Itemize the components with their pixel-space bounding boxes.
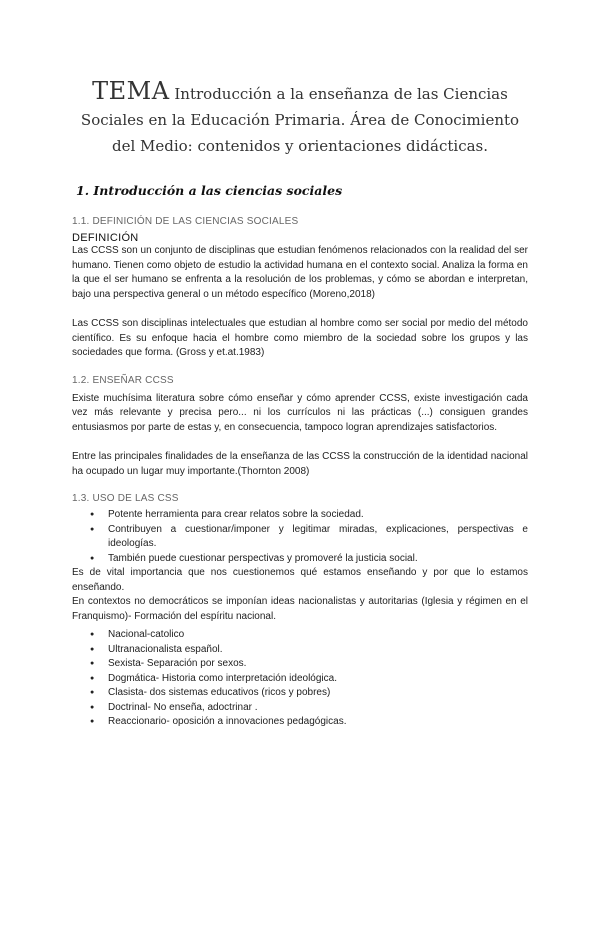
list-item: ● Nacional-catolico [108,628,528,643]
uses-list [72,508,528,566]
list-item: ● También puede cuestionar perspectivas y promoveré la justicia social. [108,552,528,567]
teaching-paragraph-1: Existe muchísima literatura sobre cómo enseñar y cómo aprender CCSS, existe investigación cada vez más relevante y precisa pero... ni los currículos ni las prácticas (...) consiguen grandes entusiasmos por parte de estas y, en consecuencia, tampoco logran aprendizajes satisfactorios. [72,392,528,433]
title-lead: TEMA [92,77,170,105]
uses-paragraph-2: En contextos no democráticos se imponían ideas nacionalistas y autoritarias (Iglesia y régimen en el Franquismo)- Formación del espíritu nacional. [72,596,528,622]
teaching-paragraph-2: Entre las principales finalidades de la enseñanza de las CCSS la construcción de la identidad nacional ha ocupado un lugar muy importante.(Thornton 2008) [72,451,528,477]
list-item: ● Potente herramienta para crear relatos sobre la sociedad. [108,508,528,523]
uses-paragraph-1: Es de vital importancia que nos cuestionemos qué estamos enseñando y por que lo estamos enseñando. [72,567,528,593]
document-title [72,78,528,159]
document-page [0,78,600,926]
list-item: ● Doctrinal- No enseña, adoctrinar . [108,701,528,716]
definition-paragraph-2: Las CCSS son disciplinas intelectuales que estudian al hombre como ser social por medio del método científico. Es su enfoque hacia el hombre como miembro de la sociedad sobre los grupos y las sociedades que forma. (Gross y et.at.1983) [72,318,528,358]
list-item: ● Ultranacionalista español. [108,643,528,658]
list-item: ● Sexista- Separación por sexos. [108,657,528,672]
title-rest: Introducción a la enseñanza de las Ciencias Sociales en la Educación Primaria. Área de Conocimiento del Medio: contenidos y orientaciones didácticas. [80,85,520,155]
subsection-1-1-heading: 1.1. DEFINICIÓN DE LAS CIENCIAS SOCIALES [72,216,299,227]
list-item: ● Contribuyen a cuestionar/imponer y legitimar miradas, explicaciones, perspectivas e ideologías. [108,523,528,552]
subsection-1-3-heading: 1.3. USO DE LAS CSS [72,493,179,504]
list-item: ● Dogmática- Historia como interpretación ideológica. [108,672,528,687]
list-item: ● Reaccionario- oposición a innovaciones pedagógicas. [108,715,528,730]
subsection-1-2-heading: 1.2. ENSEÑAR CCSS [72,374,174,386]
list-item: ● Clasista- dos sistemas educativos (ricos y pobres) [108,686,528,701]
francoism-traits-list [72,628,528,730]
definition-paragraph-1: Las CCSS son un conjunto de disciplinas que estudian fenómenos relacionados con la realidad del ser humano. Tienen como objeto de estudio la actividad humana en el contexto social. Analiza la forma en la que el ser humano se enfrenta a la resolución de los problemas, y cómo se abordan e interpretan, bajo una perspectiva general o un método específico (Moreno,2018) [72,245,528,300]
definition-label: DEFINICIÓN [72,232,139,244]
section-1-heading: 1. Introducción a las ciencias sociales [76,183,343,198]
